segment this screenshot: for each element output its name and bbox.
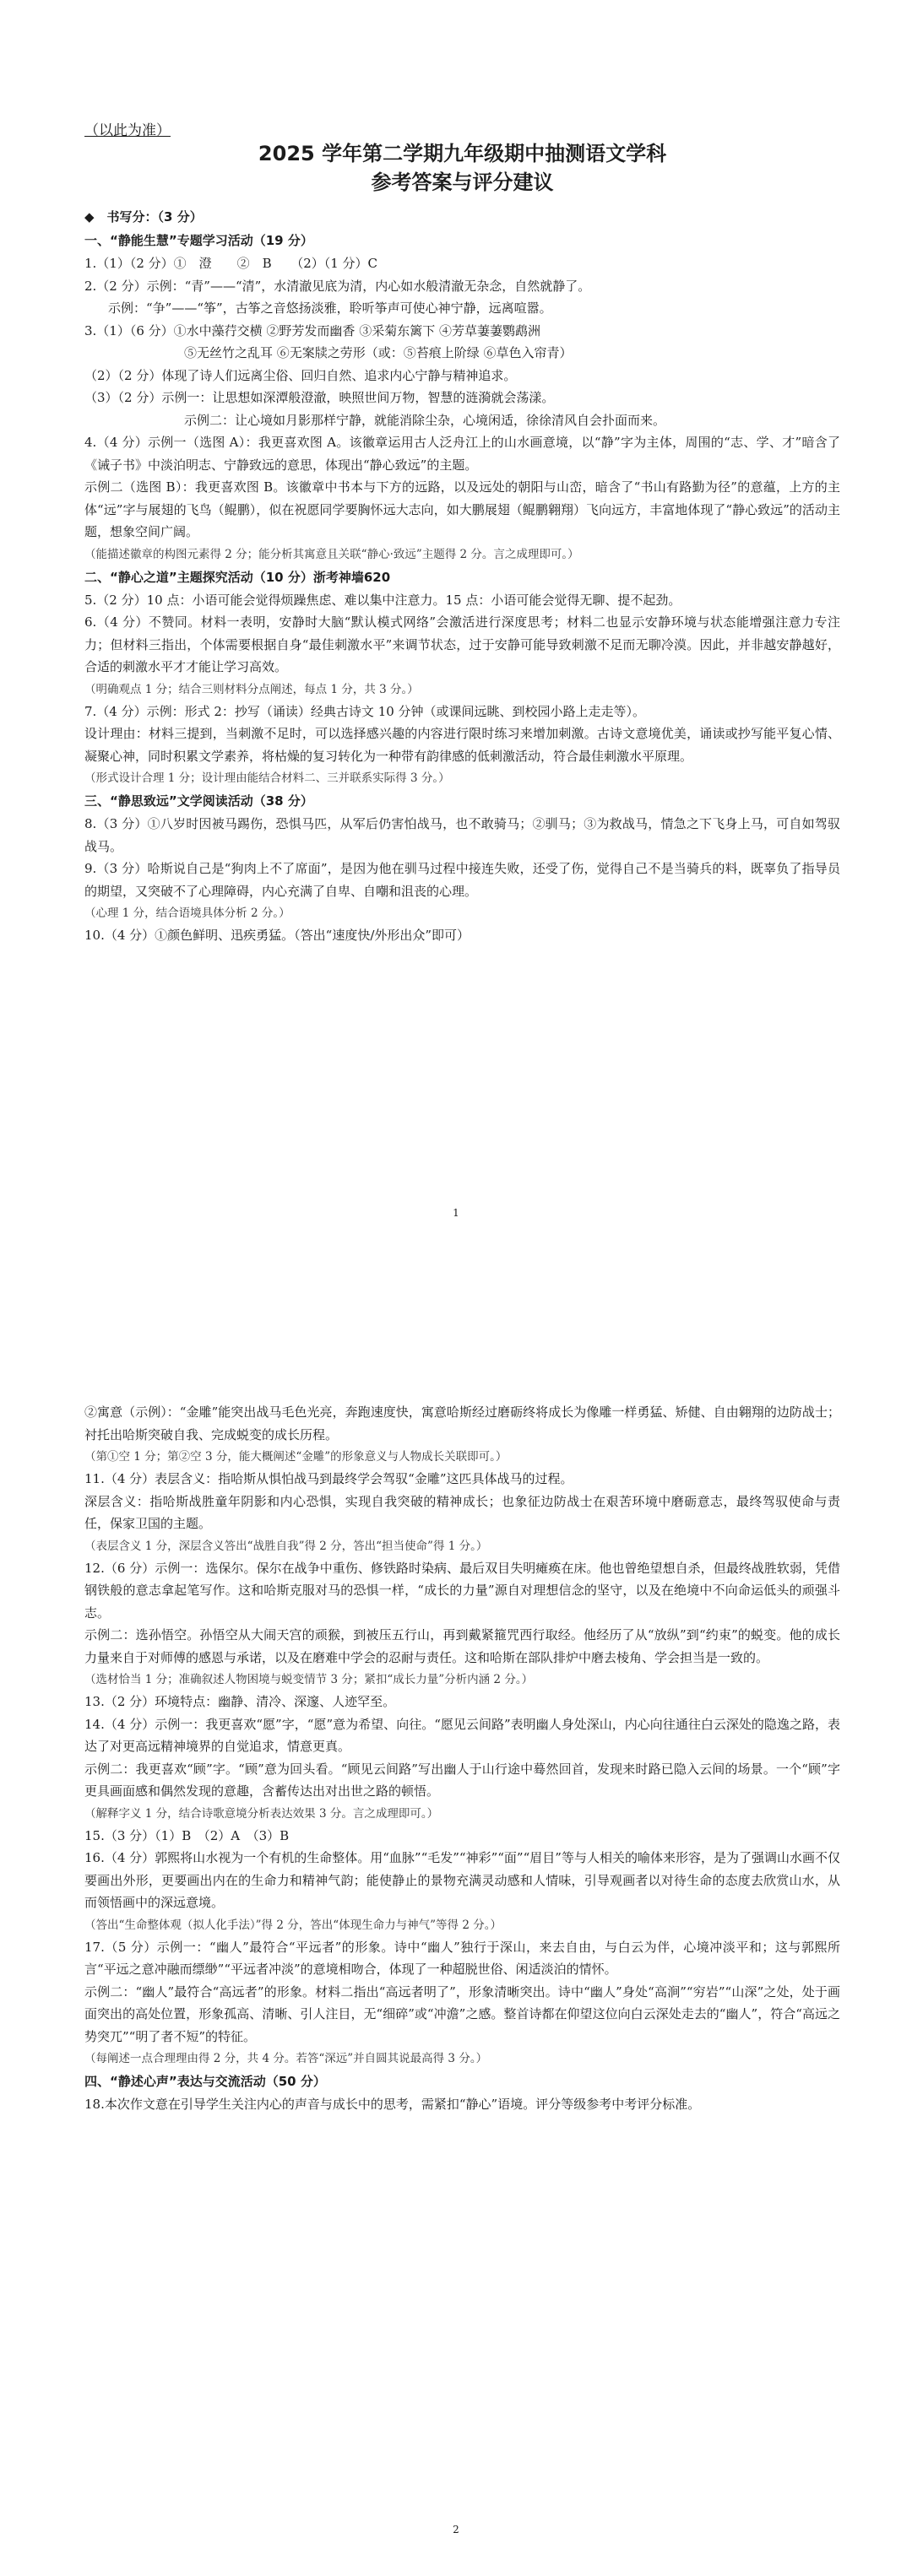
scoring-note: （每阐述一点合理理由得 2 分，共 4 分。若答“深远”并自圆其说最高得 3 分。） bbox=[84, 2052, 488, 2065]
answer-paragraph: 1.（1）（2 分）① 澄 ② B （2）（1 分）C bbox=[84, 256, 378, 271]
scoring-note: （解释字义 1 分，结合诗歌意境分析表达效果 3 分。言之成理即可。） bbox=[84, 1806, 439, 1821]
answer-paragraph: （2）（2 分）体现了诗人们远离尘俗、回归自然、追求内心宁静与精神追求。 bbox=[84, 367, 517, 383]
section-heading: 三、“静思致远”文学阅读活动（38 分） bbox=[84, 793, 313, 809]
answer-paragraph: （3）（2 分）示例一：让思想如深潭般澄澈，映照世间万物，智慧的涟漪就会荡漾。 bbox=[84, 390, 555, 405]
page-number-2: 2 bbox=[453, 2524, 459, 2535]
answer-paragraph: 18.本次作文意在引导学生关注内心的声音与成长中的思考，需紧扣“静心”语境。评分等级参考中考评分标准。 bbox=[84, 2097, 701, 2112]
answer-paragraph: 5.（2 分）10 点：小语可能会觉得烦躁焦虑、难以集中注意力。15 点：小语可能会觉得无聊、提不起劲。 bbox=[84, 592, 681, 608]
answer-paragraph: 11.（4 分）表层含义：指哈斯从惧怕战马到最终学会驾驭“金雕”这匹具体战马的过程。 bbox=[84, 1471, 573, 1486]
scoring-note: （能描述徽章的构图元素得 2 分；能分析其寓意且关联“静心·致远”主题得 2 分。言之成理即可。） bbox=[84, 547, 579, 561]
answer-paragraph: 深层含义：指哈斯战胜童年阴影和内心恐惧，实现自我突破的精神成长；也象征边防战士在艰苦环境中磨砺意志，最终驾驭使命与责任，保家卫国的主题。 bbox=[84, 1493, 840, 1531]
title-line-1: 2025 学年第二学期九年级期中抽测语文学科 bbox=[258, 142, 667, 165]
answer-paragraph: 13.（2 分）环境特点：幽静、清冷、深邃、人迹罕至。 bbox=[84, 1694, 396, 1709]
answer-paragraph: 7.（4 分）示例：形式 2：抄写（诵读）经典古诗文 10 分钟（或课间远眺、到校园小路上走走等）。 bbox=[84, 703, 646, 719]
answer-paragraph: 12.（6 分）示例一：选保尔。保尔在战争中重伤、修铁路时染病、最后双目失明瘫痪在床。他也曾绝望想自杀，但最终战胜软弱，凭借钢铁般的意志拿起笔写作。这和哈斯克服对马的恐惧一样，“成长的力量”源自对理想信念的坚守，以及在绝境中不向命运低头的顽强斗志。 bbox=[84, 1560, 840, 1621]
section-heading: 四、“静述心声”表达与交流活动（50 分） bbox=[84, 2074, 326, 2089]
scoring-note: （选材恰当 1 分；准确叙述人物困境与蜕变情节 3 分；紧扣“成长力量”分析内涵 2 分。） bbox=[84, 1673, 534, 1686]
answer-paragraph: 3.（1）（6 分）①水中藻荇交横 ②野芳发而幽香 ③采菊东篱下 ④芳草萋萋鹦鹉洲 bbox=[84, 322, 540, 338]
answer-paragraph: 8.（3 分）①八岁时因被马踢伤，恐惧马匹，从军后仍害怕战马，也不敢骑马；②驯马；③为救战马，情急之下飞身上马，可自如驾驭战马。 bbox=[84, 816, 840, 854]
answer-paragraph: 9.（3 分）哈斯说自己是“狗肉上不了席面”，是因为他在驯马过程中接连失败，还受了伤，觉得自己不是当骑兵的料，既辜负了指导员的期望，又突破不了心理障碍，内心充满了自卑、自嘲和沮丧的心理。 bbox=[84, 861, 840, 899]
title-line-2: 参考答案与评分建议 bbox=[371, 170, 554, 194]
answer-paragraph: 14.（4 分）示例一：我更喜欢“愿”字，“愿”意为希望、向往。“愿见云间路”表明幽人身处深山，内心向往通往白云深处的隐逸之路，表达了对更高远精神境界的自觉追求，情意更真。 bbox=[84, 1716, 840, 1754]
answer-paragraph: 示例二（选图 B）：我更喜欢图 B。该徽章中书本与下方的远路，以及远处的朝阳与山峦，暗含了“书山有路勤为径”的意蕴，上方的主体“远”字与展翅的飞鸟（鲲鹏），似在祝愿同学要胸怀远大志向，如大鹏展翅（鲲鹏翱翔）飞向远方，丰富地体现了“静心致远”的活动主题，想象空间广阔。 bbox=[84, 479, 840, 539]
section-heading: 一、“静能生慧”专题学习活动（19 分） bbox=[84, 233, 313, 248]
answer-paragraph: 10.（4 分）①颜色鲜明、迅疾勇猛。（答出“速度快/外形出众”即可） bbox=[84, 928, 470, 943]
answer-paragraph: 示例二：我更喜欢“顾”字。“顾”意为回头看。“顾见云间路”写出幽人于山行途中蓦然回首，发现来时路已隐入云间的场景。一个“顾”字更具画面感和偶然发现的意趣，含蓄传达出对出世之路的顿悟。 bbox=[84, 1761, 840, 1799]
scoring-note: （表层含义 1 分，深层含义答出“战胜自我”得 2 分，答出“担当使命”得 1 分。） bbox=[84, 1539, 488, 1553]
scoring-note: （第①空 1 分；第②空 3 分，能大概阐述“金雕”的形象意义与人物成长关联即可。） bbox=[84, 1450, 508, 1464]
header-note: （以此为准） bbox=[84, 122, 171, 139]
answer-paragraph: 示例二：选孙悟空。孙悟空从大闹天宫的顽猴，到被压五行山，再到戴紧箍咒西行取经。他经历了从“放纵”到“约束”的蜕变。他的成长力量来自于对师傅的感恩与承诺，以及在磨难中学会的忍耐与责任。这和哈斯在部队排炉中磨去棱角、学会担当是一致的。 bbox=[84, 1627, 840, 1665]
scoring-note: （答出“生命整体观（拟人化手法）”得 2 分，答出“体现生命力与神气”等得 2 分。） bbox=[84, 1918, 502, 1932]
answer-paragraph: 17.（5 分）示例一：“幽人”最符合“平远者”的形象。诗中“幽人”独行于深山，来去自由，与白云为伴，心境冲淡平和；这与郭熙所言“平远之意冲融而缥缈”“平远者冲淡”的意境相吻合，体现了一种超脱世俗、闲适淡泊的情怀。 bbox=[84, 1939, 840, 1977]
scoring-note: （形式设计合理 1 分；设计理由能结合材料二、三并联系实际得 3 分。） bbox=[84, 771, 450, 785]
section-heading: 二、“静心之道”主题探究活动（10 分）浙考神墙620 bbox=[84, 569, 391, 585]
scoring-note: （心理 1 分，结合语境具体分析 2 分。） bbox=[84, 906, 290, 920]
answer-paragraph: 4.（4 分）示例一（选图 A）：我更喜欢图 A。该徽章运用古人泛舟江上的山水画意境，以“静”字为主体，周围的“志、学、才”暗含了《诫子书》中淡泊明志、宁静致远的意思，体现出“静心致远”的主题。 bbox=[84, 435, 840, 473]
answer-paragraph: 16.（4 分）郭熙将山水视为一个有机的生命整体。用“血脉”“毛发”“神彩”“面”“眉目”等与人相关的喻体来形容，是为了强调山水画不仅要画出外形，更要画出内在的生命力和精神气韵；能使静止的景物充满灵动感和人情味，引导观画者以对待生命的态度去欣赏山水，从而领悟画中的深远意境。 bbox=[84, 1850, 840, 1910]
answer-paragraph: 6.（4 分）不赞同。材料一表明，安静时大脑“默认模式网络”会激活进行深度思考；材料二也显示安静环境与状态能增强注意力专注力；但材料三指出，个体需要根据自身“最佳刺激水平”来调节状态，过于安静可能导致刺激不足而无聊冷漠。因此，并非越安静越好，合适的刺激水平才才能让学习高效。 bbox=[84, 614, 840, 674]
answer-paragraph: 示例二：让心境如月影那样宁静，就能消除尘杂，心境闲适，徐徐清风自会扑面而来。 bbox=[184, 412, 666, 428]
answer-paragraph: 示例二：“幽人”最符合“高远者”的形象。材料二指出“高远者明了”，形象清晰突出。诗中“幽人”身处“高涧”“穷岩”“山深”之处，处于画面突出的高处位置，形象孤高、清晰、引人注目，无“细碎”或“冲澹”之感。整首诗都在仰望这位向白云深处走去的“幽人”，符合“高远之势突兀”“明了者不短”的特征。 bbox=[84, 1983, 840, 2044]
scoring-note: （明确观点 1 分；结合三则材料分点阐述，每点 1 分，共 3 分。） bbox=[84, 682, 419, 696]
answer-paragraph: 15.（3 分）（1）B （2）A （3）B bbox=[84, 1827, 290, 1843]
page-1-content bbox=[84, 118, 840, 947]
page-2-content bbox=[84, 1401, 840, 2116]
answer-paragraph: ⑤无丝竹之乱耳 ⑥无案牍之劳形（或：⑤苔痕上阶绿 ⑥草色入帘青） bbox=[184, 345, 573, 360]
answer-paragraph: 设计理由：材料三提到，当刺激不足时，可以选择感兴趣的内容进行限时练习来增加刺激。古诗文意境优美，诵读或抄写能平复心情、凝聚心神，同时积累文学素养，将枯燥的复习转化为一种带有韵律感的低刺激活动，符合最佳刺激水平原理。 bbox=[84, 726, 840, 764]
answer-paragraph: 示例：“争”——“筝”，古筝之音悠扬淡雅，聆听筝声可使心神宁静，远离喧嚣。 bbox=[108, 300, 552, 316]
writing-score: ◆ 书写分：（3 分） bbox=[84, 209, 203, 225]
answer-paragraph: ②寓意（示例）：“金雕”能突出战马毛色光亮，奔跑速度快，寓意哈斯经过磨砺终将成长为像雕一样勇猛、矫健、自由翱翔的边防战士；衬托出哈斯突破自我、完成蜕变的成长历程。 bbox=[84, 1404, 840, 1442]
page-number-1: 1 bbox=[453, 1207, 459, 1219]
page-2 bbox=[0, 1232, 912, 2576]
answer-paragraph: 2.（2 分）示例：“青”——“清”，水清澈见底为清，内心如水般清澈无杂念，自然就静了。 bbox=[84, 278, 591, 294]
page-1 bbox=[0, 0, 912, 1232]
